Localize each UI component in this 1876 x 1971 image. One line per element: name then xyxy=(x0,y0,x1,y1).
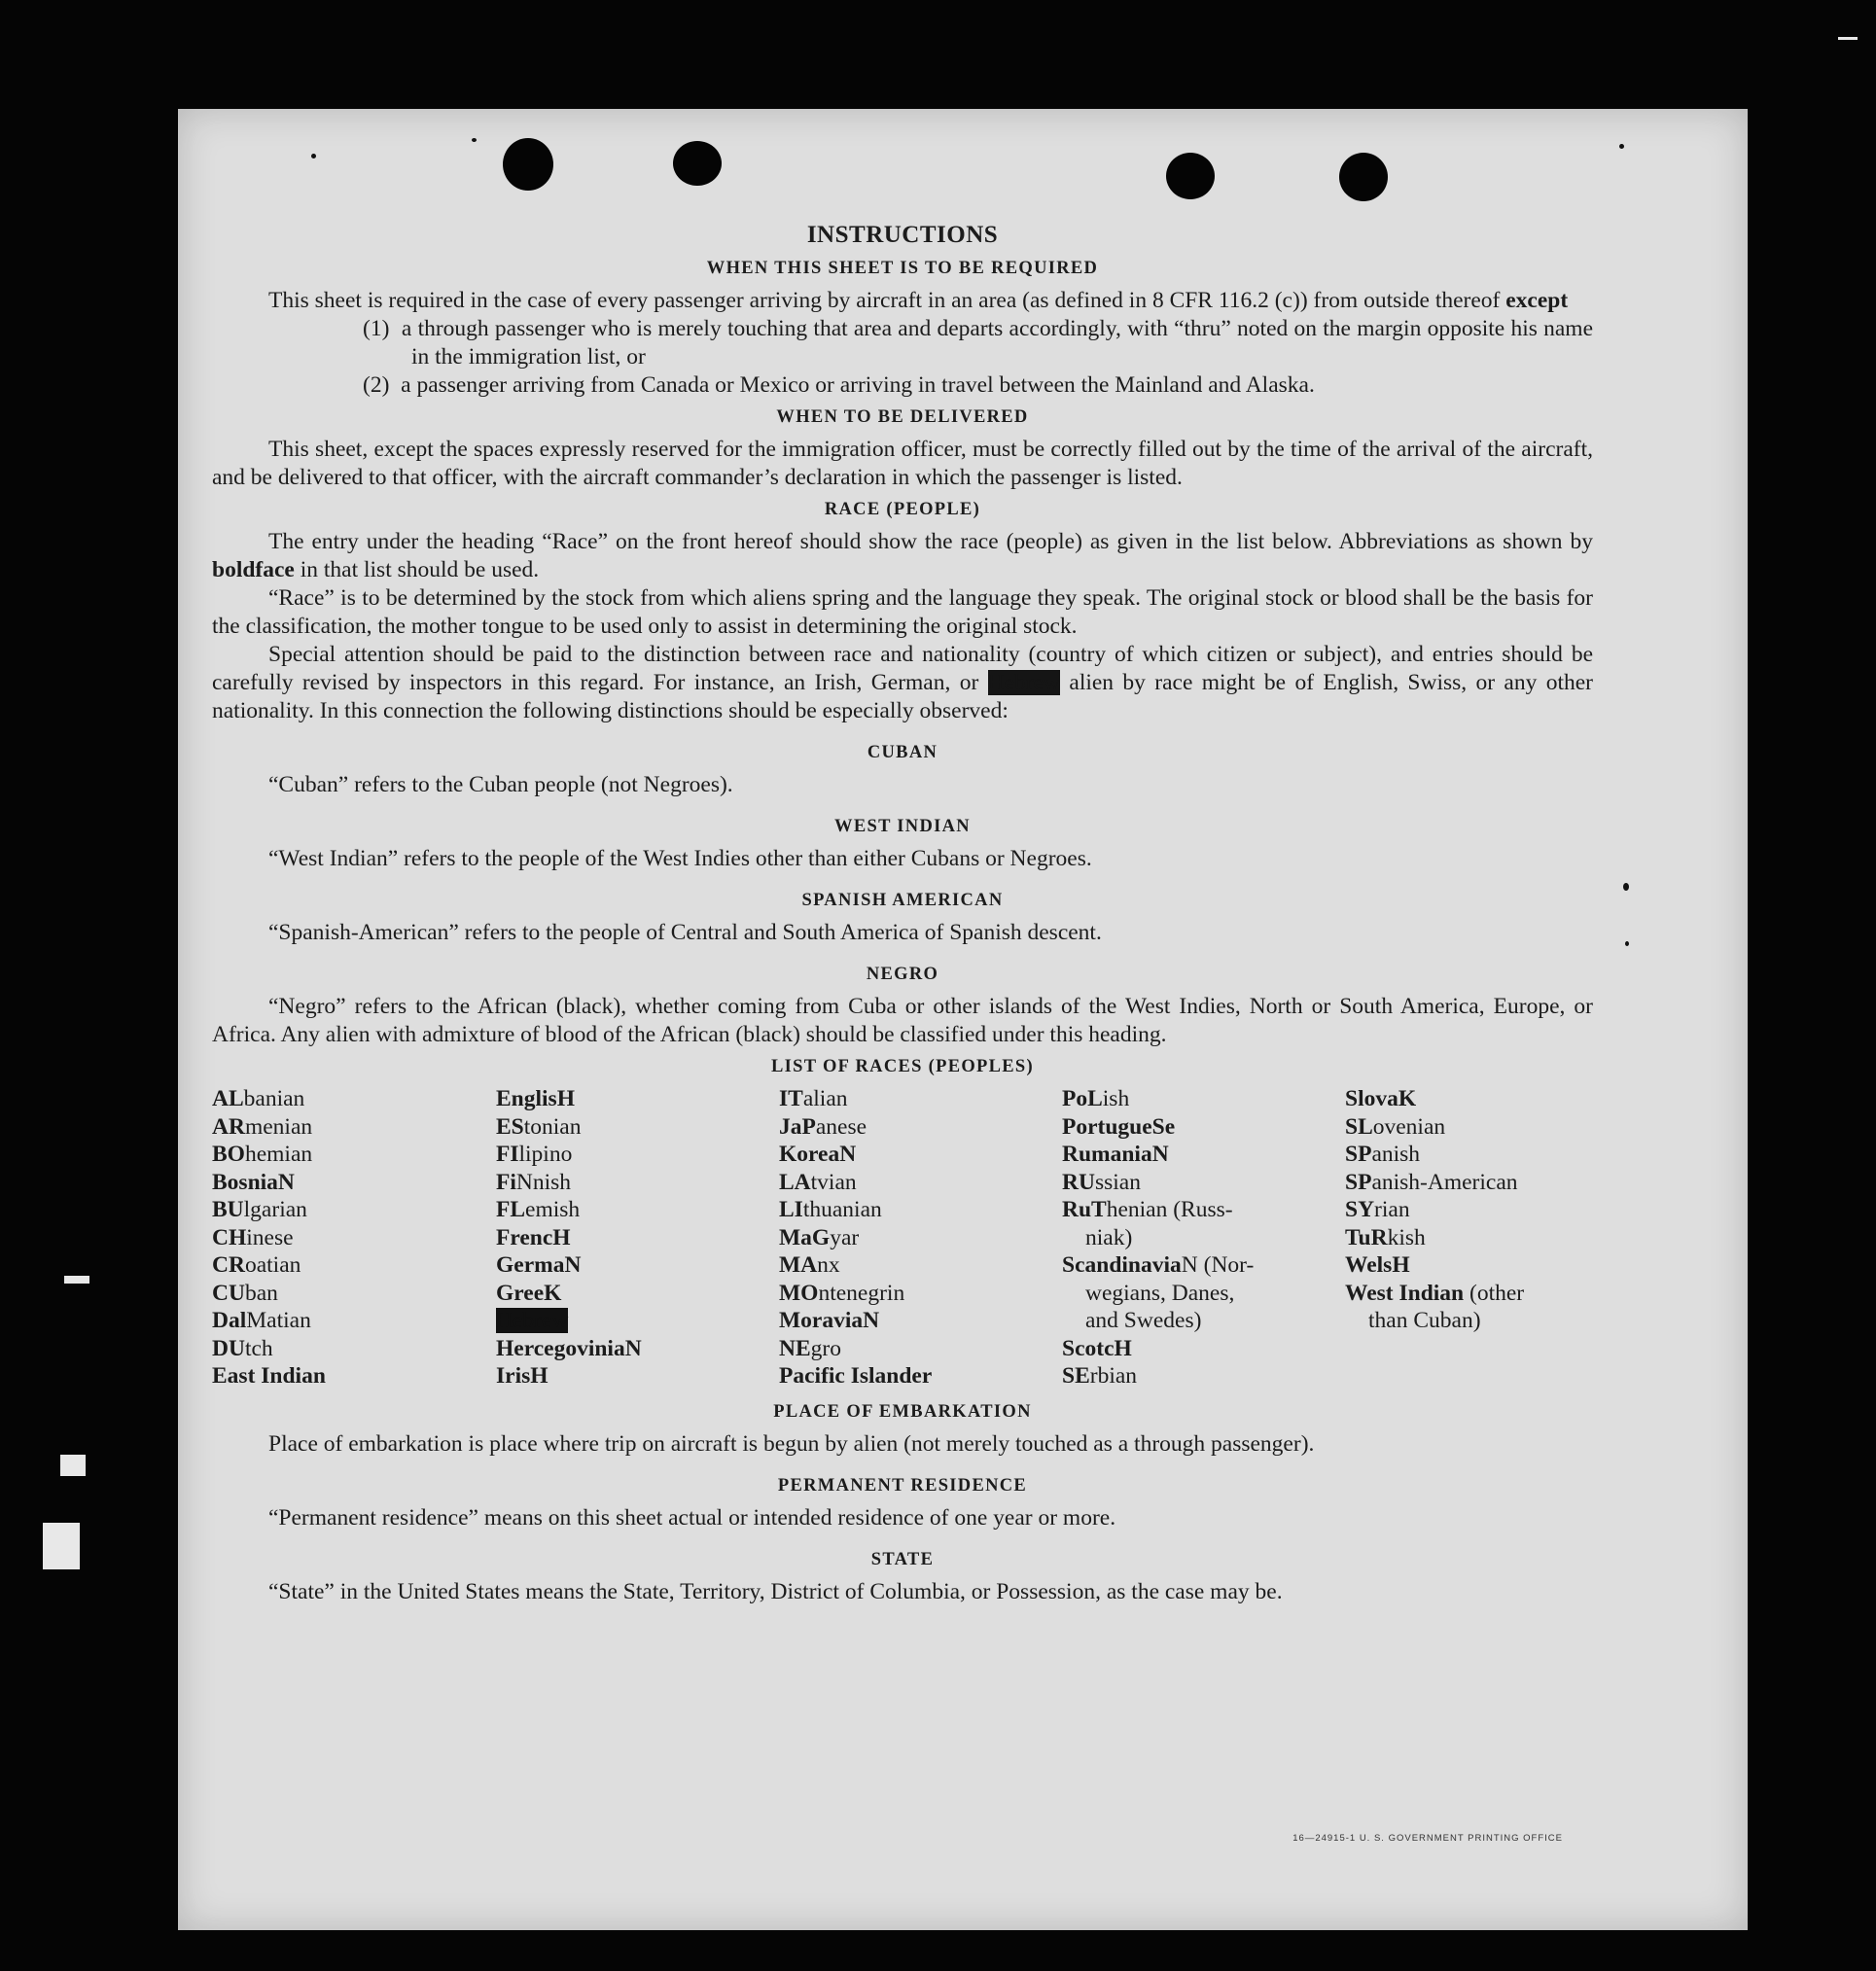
race-entry: LIthuanian xyxy=(779,1197,882,1222)
document-sheet xyxy=(178,109,1748,1930)
heading-negro: NEGRO xyxy=(866,965,939,984)
heading-west-indian: WEST INDIAN xyxy=(834,817,971,836)
race-entry: GermaN xyxy=(496,1252,582,1278)
race-paragraph-3: Special attention should be paid to the distinction between race and nationality (country of which citizen or subject), and entries should be carefully revised by inspectors in this regard. For instance, an Irish, German, or Hebrew alien by race might be of English, Swiss, or any other nationality. In this connection the following distinctions should be especially observed: xyxy=(212,642,1594,723)
punch-hole xyxy=(673,141,722,186)
heading-required: WHEN THIS SHEET IS TO BE REQUIRED xyxy=(706,259,1099,278)
ink-speck xyxy=(1623,883,1629,891)
race-entry: ScotcH xyxy=(1062,1335,1132,1361)
race-entry: DalMatian xyxy=(212,1308,311,1333)
race-entry: DUtch xyxy=(212,1335,273,1361)
race-entry: JaPanese xyxy=(779,1113,867,1140)
race-entry: RUssian xyxy=(1062,1169,1141,1195)
heading-list-of-races: LIST OF RACES (PEOPLES) xyxy=(771,1057,1034,1076)
residence-text: “Permanent residence” means on this sheet actual or intended residence of one year or more. xyxy=(268,1504,1116,1531)
race-entry: CRoatian xyxy=(212,1252,301,1278)
margin-mark xyxy=(64,1276,89,1284)
race-entry: FIlipino xyxy=(496,1142,573,1167)
race-entry: and Swedes) xyxy=(1085,1308,1202,1333)
heading-embarkation: PLACE OF EMBARKATION xyxy=(773,1401,1032,1422)
race-entry: BUlgarian xyxy=(212,1197,307,1222)
race-entry: niak) xyxy=(1085,1224,1133,1250)
race-entry: ScandinaviaN (Nor- xyxy=(1062,1252,1255,1278)
required-intro: This sheet is required in the case of every passenger arriving by aircraft in an area (as defined in 8 CFR 116.2 (c)) from outside thereof except xyxy=(268,288,1569,313)
race-entry: KoreaN xyxy=(779,1142,857,1167)
race-entry: SPanish-American xyxy=(1345,1169,1518,1195)
race-paragraph-2: “Race” is to be determined by the stock from which aliens spring and the language they speak. The original stock or blood shall be the basis for the classification, the mother tongue to be used only to assist in determining the original stock. xyxy=(212,585,1593,639)
punch-hole xyxy=(1166,153,1215,199)
spanish-american-text: “Spanish-American” refers to the people of Central and South America of Spanish descent. xyxy=(268,920,1102,945)
race-entry: East Indian xyxy=(212,1363,326,1389)
race-entry: SYrian xyxy=(1345,1197,1410,1222)
race-entry: Pacific Islander xyxy=(779,1363,933,1389)
heading-state: STATE xyxy=(870,1549,935,1569)
race-entry: IrisH xyxy=(496,1363,549,1389)
race-entry: FLemish xyxy=(496,1197,581,1222)
race-entry: than Cuban) xyxy=(1368,1308,1481,1333)
race-entry: SErbian xyxy=(1062,1363,1138,1389)
heading-race: RACE (PEOPLE) xyxy=(824,500,981,519)
heading-cuban: CUBAN xyxy=(867,743,938,762)
margin-mark xyxy=(1838,37,1858,40)
instructions-text xyxy=(212,221,1593,1606)
page-title: INSTRUCTIONS xyxy=(806,222,999,248)
negro-text: “Negro” refers to the African (black), whether coming from Cuba or other islands of the West Indies, North or South America, Europe, or Africa. Any alien with admixture of blood of the African (black) should be classified under this heading. xyxy=(212,994,1593,1047)
race-entry: MaGyar xyxy=(779,1224,860,1250)
race-entry: Hebrew xyxy=(496,1308,569,1333)
race-entry: wegians, Danes, xyxy=(1085,1280,1235,1306)
delivered-text: This sheet, except the spaces expressly reserved for the immigration officer, must be correctly filled out by the time of the arrival of the aircraft, and be delivered to that officer, with the aircraft commander’s declaration in which the passenger is listed. xyxy=(212,437,1593,490)
races-list xyxy=(212,1085,1593,1390)
redacted-word: Hebrew xyxy=(987,670,1061,695)
cuban-text: “Cuban” refers to the Cuban people (not Negroes). xyxy=(268,772,733,797)
races-column xyxy=(779,1085,1062,1390)
embarkation-text: Place of embarkation is place where trip on aircraft is begun by alien (not merely touched as a through passenger). xyxy=(268,1430,1315,1457)
punch-hole xyxy=(503,138,553,191)
race-entry: RumaniaN xyxy=(1062,1142,1169,1167)
race-entry: TuRkish xyxy=(1345,1224,1426,1250)
race-entry: NEgro xyxy=(779,1335,841,1361)
margin-mark xyxy=(60,1455,86,1476)
race-entry: FrencH xyxy=(496,1224,571,1250)
race-entry: MoraviaN xyxy=(779,1308,880,1333)
races-column xyxy=(496,1085,779,1390)
state-text: “State” in the United States means the State, Territory, District of Columbia, or Possession, as the case may be. xyxy=(268,1578,1283,1604)
race-entry: BosniaN xyxy=(212,1169,295,1195)
west-indian-text: “West Indian” refers to the people of the West Indies other than either Cubans or Negroes. xyxy=(268,846,1092,871)
ink-speck xyxy=(311,154,316,158)
race-entry: West Indian (other xyxy=(1345,1280,1525,1306)
race-paragraph-1: The entry under the heading “Race” on the front hereof should show the race (people) as given in the list below. Abbreviations as shown by boldface in that list should be used. xyxy=(212,529,1593,582)
heading-spanish-american: SPANISH AMERICAN xyxy=(801,891,1004,910)
margin-mark xyxy=(43,1523,80,1569)
required-item-2: (2) a passenger arriving from Canada or Mexico or arriving in travel between the Mainland and Alaska. xyxy=(363,372,1315,398)
race-entry: MOntenegrin xyxy=(779,1280,905,1306)
race-entry: BOhemian xyxy=(212,1142,313,1167)
heading-residence: PERMANENT RESIDENCE xyxy=(777,1475,1028,1496)
required-item-1: (1) a through passenger who is merely touching that area and departs accordingly, with “thru” noted on the margin opposite his name in the immigration list, or xyxy=(363,316,1594,370)
race-entry: FiNnish xyxy=(496,1169,572,1195)
races-column xyxy=(212,1085,496,1390)
heading-delivered: WHEN TO BE DELIVERED xyxy=(776,407,1029,427)
race-entry: CHinese xyxy=(212,1224,294,1250)
ink-speck xyxy=(1619,144,1624,149)
race-entry: ITalian xyxy=(779,1086,848,1111)
race-entry: EnglisH xyxy=(496,1086,575,1111)
race-entry: EStonian xyxy=(496,1113,582,1140)
race-entry: SlovaK xyxy=(1345,1086,1417,1111)
printer-code: 16—24915-1 U. S. GOVERNMENT PRINTING OFFICE xyxy=(1292,1833,1563,1844)
punch-hole xyxy=(1339,153,1388,201)
race-entry: PoLish xyxy=(1062,1086,1130,1111)
race-entry: MAnx xyxy=(779,1252,840,1278)
race-entry: RuThenian (Russ- xyxy=(1062,1197,1233,1222)
race-entry: LAtvian xyxy=(779,1169,857,1195)
ink-speck xyxy=(1625,941,1629,946)
race-entry: PortugueSe xyxy=(1062,1113,1176,1140)
race-entry: SPanish xyxy=(1345,1142,1421,1167)
race-entry: ALbanian xyxy=(212,1086,305,1111)
race-entry: WelsH xyxy=(1345,1252,1410,1278)
race-entry: ARmenian xyxy=(212,1113,313,1140)
race-entry: GreeK xyxy=(496,1280,562,1306)
races-column xyxy=(1345,1085,1593,1390)
ink-speck xyxy=(472,138,477,142)
race-entry: HercegoviniaN xyxy=(496,1335,642,1361)
race-entry: CUban xyxy=(212,1280,278,1306)
races-column xyxy=(1062,1085,1345,1390)
race-entry: SLovenian xyxy=(1345,1113,1446,1140)
